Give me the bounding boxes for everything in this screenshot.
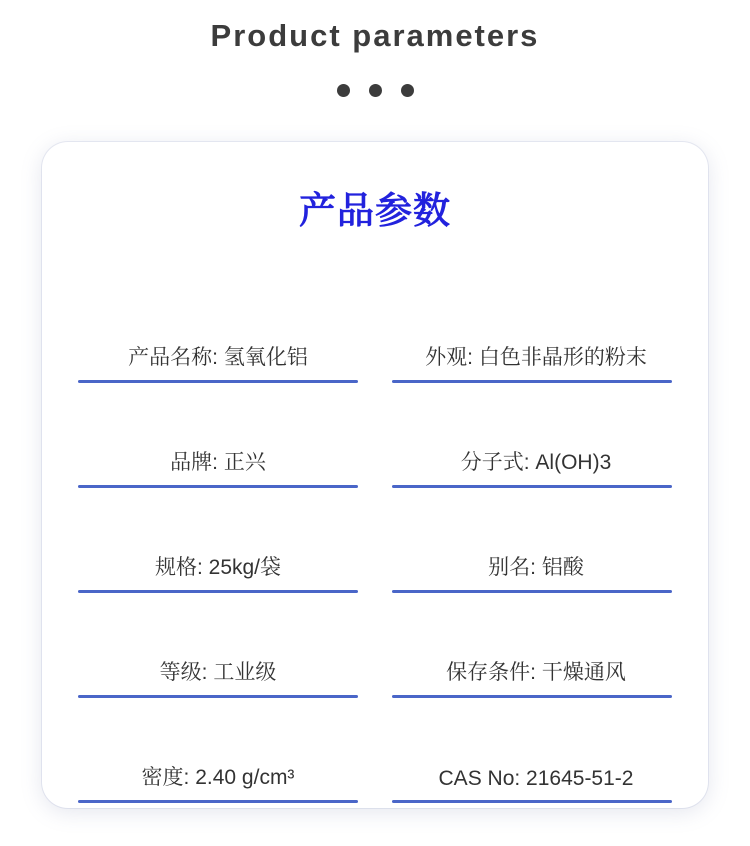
underline-rule bbox=[392, 485, 672, 488]
parameter-value: 干燥通风 bbox=[541, 661, 626, 684]
parameter-label: 密度: bbox=[141, 766, 196, 789]
parameter-cell bbox=[392, 605, 672, 710]
parameter-label: 规格: bbox=[154, 556, 209, 579]
parameter-cell bbox=[78, 395, 358, 500]
parameter-value: 2.40 g/cm³ bbox=[195, 766, 295, 789]
parameter-label: 等级: bbox=[159, 661, 214, 684]
parameter-value: 铝酸 bbox=[541, 556, 584, 579]
parameter-label: 外观: bbox=[425, 346, 479, 369]
parameter-value: 白色非晶形的粉末 bbox=[478, 346, 647, 369]
parameter-value: 氢氧化铝 bbox=[223, 346, 308, 369]
dot-separator bbox=[0, 84, 750, 97]
parameter-cell bbox=[392, 710, 672, 815]
parameter-cell bbox=[392, 395, 672, 500]
dot-icon bbox=[337, 84, 350, 97]
page-title: Product parameters bbox=[210, 18, 540, 53]
underline-rule bbox=[392, 380, 672, 383]
parameter-value: Al(OH)3 bbox=[535, 451, 612, 474]
underline-rule bbox=[78, 590, 358, 593]
underline-rule bbox=[78, 380, 358, 383]
parameter-label: 别名: bbox=[488, 556, 542, 579]
dot-icon bbox=[401, 84, 414, 97]
parameter-cell bbox=[78, 500, 358, 605]
parameter-value: 21645-51-2 bbox=[526, 767, 634, 790]
card-title: 产品参数 bbox=[299, 190, 451, 231]
parameter-value: 工业级 bbox=[213, 661, 277, 684]
parameter-cell bbox=[392, 290, 672, 395]
parameter-label: 分子式: bbox=[460, 451, 536, 474]
parameter-cell bbox=[78, 605, 358, 710]
underline-rule bbox=[392, 695, 672, 698]
parameter-label: 产品名称: bbox=[128, 346, 224, 369]
parameter-label: CAS No: bbox=[438, 767, 527, 790]
underline-rule bbox=[78, 485, 358, 488]
parameter-label: 品牌: bbox=[170, 451, 224, 474]
parameters-grid bbox=[42, 290, 708, 815]
parameter-label: 保存条件: bbox=[446, 661, 542, 684]
parameter-cell bbox=[78, 290, 358, 395]
parameters-card bbox=[42, 142, 708, 808]
dot-icon bbox=[369, 84, 382, 97]
parameter-cell bbox=[392, 500, 672, 605]
parameter-value: 25kg/袋 bbox=[208, 556, 282, 579]
parameter-cell bbox=[78, 710, 358, 815]
parameter-value: 正兴 bbox=[223, 451, 266, 474]
underline-rule bbox=[392, 800, 672, 803]
underline-rule bbox=[392, 590, 672, 593]
underline-rule bbox=[78, 695, 358, 698]
underline-rule bbox=[78, 800, 358, 803]
